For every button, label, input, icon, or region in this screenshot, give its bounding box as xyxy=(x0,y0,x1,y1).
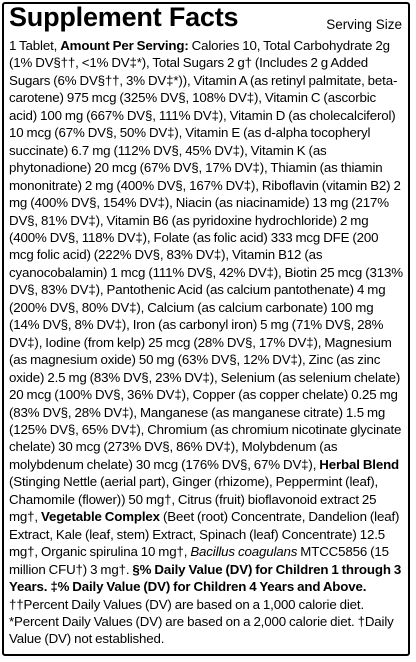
segment-nutrients: Calories 10, Total Carbohydrate 2g (1% DV§††, <1% DV‡*), Total Sugars 2 g† (Includes 2 g Added Sugars (6% DV§††, 3% DV‡*)), Vitamin A (as retinyl palmitate, beta-carotene) 975 mcg (325% DV§, 108% DV‡), Vitamin C (ascorbic acid) 100 mg (667% DV§, 111% DV‡), Vitamin D (as cholecalciferol) 10 mcg (67% DV§, 50% DV‡), Vitamin E (as d-alpha tocopheryl succinate) 6.7 mg (112% DV§, 45% DV‡), Vitamin K (as phytonadione) 20 mcg (67% DV§, 17% DV‡), Thiamin (as thiamin mononitrate) 2 mg (400% DV§, 167% DV‡), Riboflavin (vitamin B2) 2 mg (400% DV§, 154% DV‡), Niacin (as niacinamide) 13 mg (217% DV§, 81% DV‡), Vitamin B6 (as pyridoxine hydrochloride) 2 mg (400% DV§, 118% DV‡), Folate (as folic acid) 333 mcg DFE (200 mcg folic acid) (222% DV§, 83% DV‡), Vitamin B12 (as cyanocobalamin) 1 mcg (111% DV§, 42% DV‡), Biotin 25 mcg (313% DV§, 83% DV‡), Pantothenic Acid (as calcium pantothenate) 4 mg (200% DV§, 80% DV‡), Calcium (as calcium carbonate) 100 mg (14% DV§, 8% DV‡), Iron (as carbonyl iron) 5 mg (71% DV§, 28% DV‡), Iodine (from kelp) 25 mcg (28% DV§, 17% DV‡), Magnesium (as magnesium oxide) 50 mg (63% DV§, 12% DV‡), Zinc (as zinc oxide) 2.5 mg (83% DV§, 23% DV‡), Selenium (as selenium chelate) 20 mcg (100% DV§, 36% DV‡), Copper (as copper chelate) 0.25 mg (83% DV§, 28% DV‡), Manganese (as manganese citrate) 1.5 mg (125% DV§, 65% DV‡), Chromium (as chromium nicotinate glycinate chelate) 30 mcg (273% DV§, 86% DV‡), Molybdenum (as molybdenum chelate) 30 mcg (176% DV§, 67% DV‡), xyxy=(9,38,403,472)
segment-bacillus-name: Bacillus coagulans xyxy=(190,544,298,560)
panel-header xyxy=(4,4,408,37)
segment-vegetable-complex-heading: Vegetable Complex xyxy=(41,509,160,525)
segment-herbal-blend-heading: Herbal Blend xyxy=(319,456,400,472)
segment-herbal-blend: (Stinging Nettle (aerial part), Ginger (rhizome), Peppermint (leaf), Chamomile (flower)) 50 mg†, Citrus (fruit) bioflavonoid extract 25 mg†, xyxy=(9,474,379,525)
segment-amount-per-serving: Amount Per Serving: xyxy=(60,38,189,53)
serving-size-label: Serving Size xyxy=(326,17,402,32)
segment-dv-footnotes-bold: §% Daily Value (DV) for Children 1 through 3 Years. ‡% Daily Value (DV) for Children 4 Years and Above. xyxy=(9,561,402,595)
supplement-facts-text xyxy=(9,37,404,648)
segment-dv-footnotes: ††Percent Daily Values (DV) are based on a 1,000 calorie diet. *Percent Daily Values (DV) are based on a 2,000 calorie diet. †Daily Value (DV) not established. xyxy=(9,596,394,647)
panel-title: Supplement Facts xyxy=(9,2,239,32)
segment-serving: 1 Tablet, xyxy=(9,38,61,53)
segment-vegetable-complex: (Beet (root) Concentrate, Dandelion (leaf) Extract, Kale (leaf, stem) Extract, Spinach (leaf) Concentrate) 12.5 mg†, Organic spirulina 10 mg†, xyxy=(9,509,400,560)
supplement-facts-panel xyxy=(2,2,410,656)
segment-bacillus-amount: MTCC5856 (15 million CFU†) 3 mg†. xyxy=(9,544,389,577)
